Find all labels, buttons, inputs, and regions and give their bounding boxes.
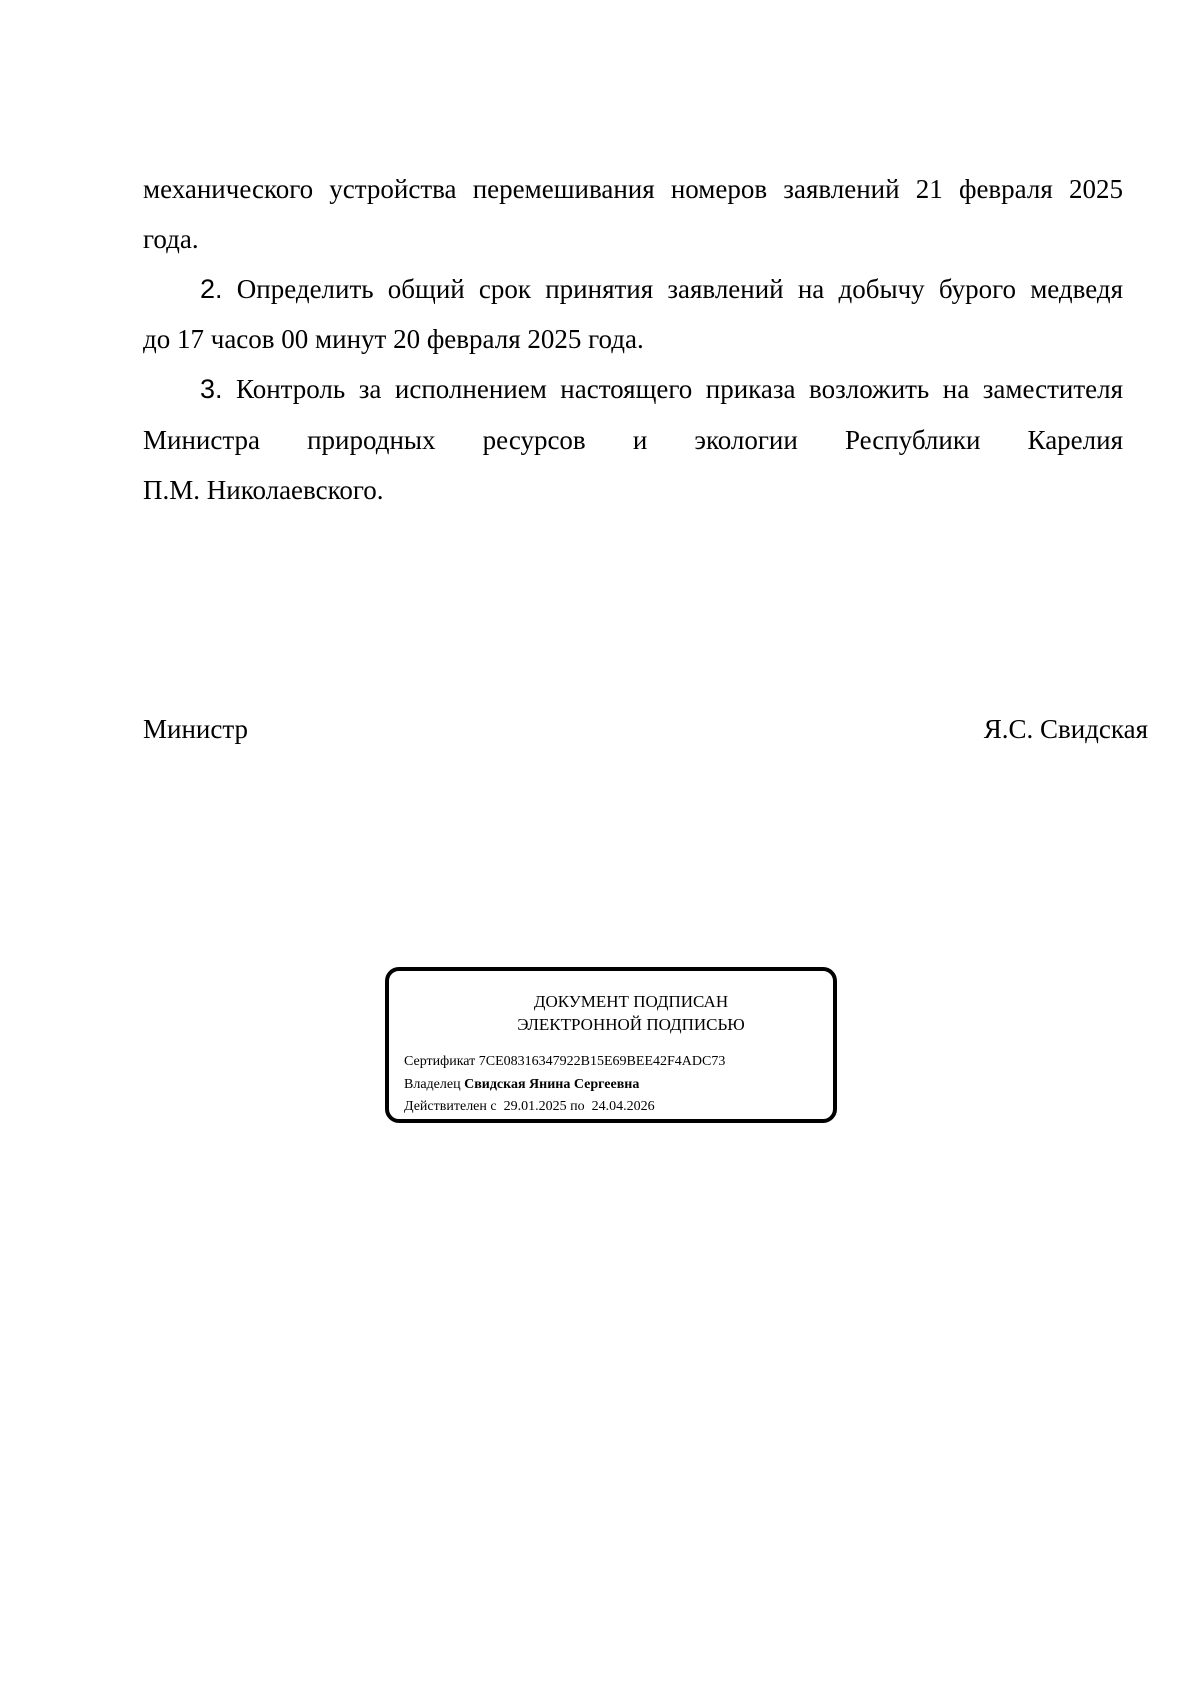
- signatory-position: Министр: [143, 714, 248, 744]
- paragraph-line: года.: [143, 224, 199, 254]
- certificate-value: 7CE08316347922B15E69BEE42F4ADC73: [478, 1054, 726, 1069]
- valid-label: Действителен с: [404, 1099, 497, 1114]
- owner-label: Владелец: [404, 1077, 461, 1092]
- electronic-signature-stamp: [385, 967, 837, 1123]
- paragraph-line: механического устройства перемешивания номеров заявлений 21 февраля 2025: [143, 174, 1123, 204]
- item-3-line: [200, 372, 1123, 406]
- item-text: Определить общий срок принятия заявлений на добычу бурого медведя: [236, 274, 1124, 304]
- stamp-validity: [404, 1098, 655, 1116]
- item-2-line: [200, 272, 1123, 306]
- stamp-heading: ДОКУМЕНТ ПОДПИСАН: [533, 992, 729, 1011]
- signatory-name: Я.С. Свидская: [983, 714, 1148, 744]
- stamp-certificate: [404, 1053, 725, 1071]
- certificate-label: Сертификат: [404, 1054, 476, 1069]
- item-number: 2.: [200, 274, 223, 304]
- stamp-owner: [404, 1076, 639, 1094]
- stamp-heading: ЭЛЕКТРОННОЙ ПОДПИСЬЮ: [517, 1015, 745, 1034]
- paragraph-line: до 17 часов 00 минут 20 февраля 2025 года.: [143, 324, 644, 354]
- item-text: Контроль за исполнением настоящего приказа возложить на заместителя: [236, 374, 1124, 404]
- valid-to: 24.04.2026: [591, 1099, 655, 1114]
- paragraph-line: Министра природных ресурсов и экологии Республики Карелия: [143, 425, 1123, 455]
- owner-value: Свидская Янина Сергеевна: [464, 1077, 640, 1092]
- paragraph-line: П.М. Николаевского.: [143, 475, 384, 505]
- item-number: 3.: [200, 374, 223, 404]
- valid-to-label: по: [570, 1099, 585, 1114]
- valid-from: 29.01.2025: [503, 1099, 567, 1114]
